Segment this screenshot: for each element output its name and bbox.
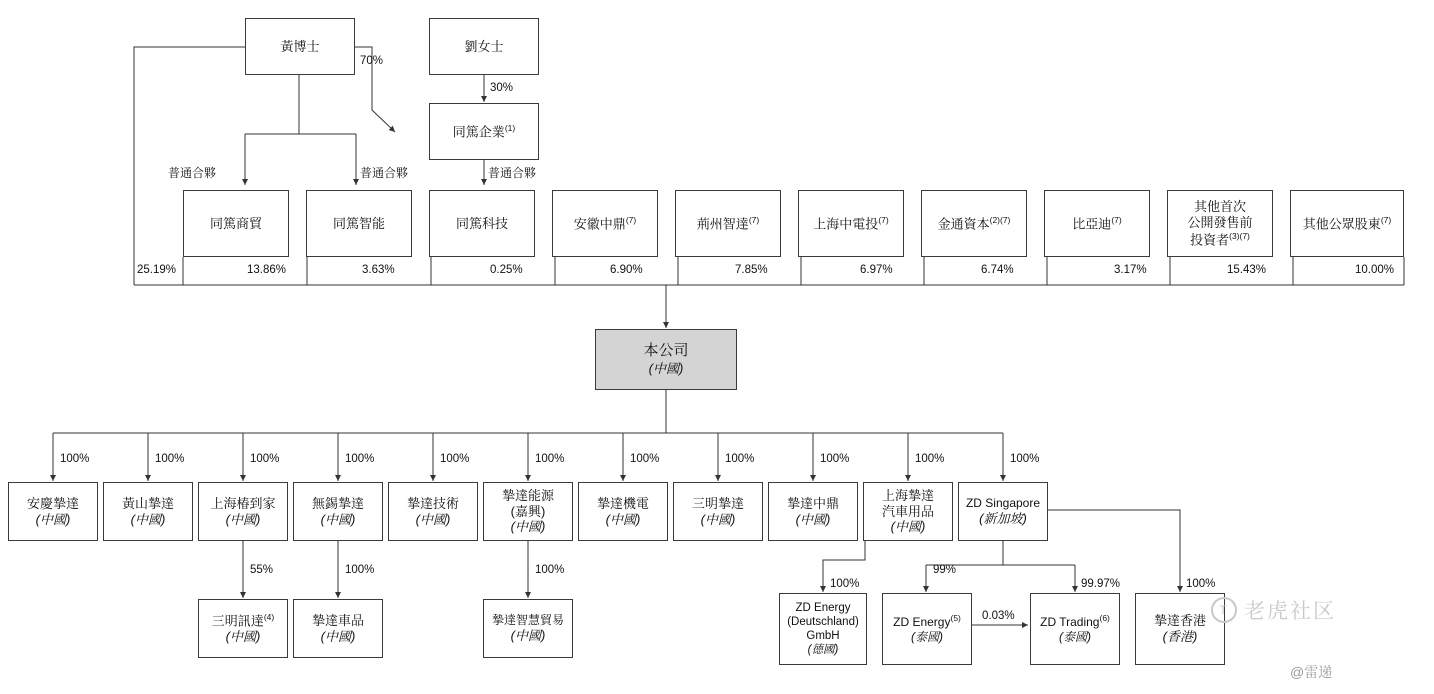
node-huang[interactable] bbox=[245, 18, 355, 75]
pct-tongdu-keji: 3.63% bbox=[362, 264, 395, 276]
node-zhida-hongkong-jurisdiction: (香港) bbox=[1162, 629, 1198, 644]
node-biyadi-label: 比亞迪$^{(7)}$ bbox=[1072, 214, 1122, 232]
node-tongdu-keji[interactable] bbox=[429, 190, 535, 257]
pct-zd-energy-de: 100% bbox=[830, 578, 860, 590]
node-zhida-nengyuan-label2: (嘉興) bbox=[510, 503, 546, 519]
pct-zhida-chepin: 100% bbox=[345, 564, 375, 576]
pct-pre-ipo-3: 3.17% bbox=[1114, 264, 1147, 276]
node-wuxi-zhida-jurisdiction: (中國) bbox=[320, 511, 356, 527]
node-company[interactable] bbox=[595, 329, 737, 390]
pct-huangshan-zhida: 100% bbox=[155, 453, 185, 465]
node-zhida-jidian[interactable] bbox=[578, 482, 668, 541]
node-sanming-zhida[interactable] bbox=[673, 482, 763, 541]
footnote-marker: (1) bbox=[504, 122, 516, 133]
node-other-public[interactable] bbox=[1290, 190, 1404, 257]
node-shanghai-zhongdiantou-label: 上海中電投$^{(7)}$ bbox=[813, 214, 889, 232]
node-zhida-nengyuan[interactable] bbox=[483, 482, 573, 541]
node-shanghai-zhida-qiche-jurisdiction: (中國) bbox=[890, 519, 926, 535]
edge-label-gp-2: 普通合夥 bbox=[360, 166, 409, 180]
edge-label-gp-1: 普通合夥 bbox=[168, 166, 217, 180]
pct-zhida-nengyuan: 100% bbox=[535, 453, 565, 465]
node-zhida-chepin[interactable] bbox=[293, 599, 383, 658]
pct-other-pre-ipo: 15.43% bbox=[1227, 264, 1267, 276]
node-anqing-zhida-jurisdiction: (中國) bbox=[35, 511, 71, 527]
node-other-pre-ipo-line2: 公開發售前 bbox=[1187, 214, 1253, 230]
node-zhida-zhihui-maoyi[interactable] bbox=[483, 599, 573, 658]
pct-wuxi-zhida: 100% bbox=[345, 453, 375, 465]
node-zd-energy-thailand[interactable] bbox=[882, 593, 972, 665]
footnote-marker: (4) bbox=[263, 611, 275, 622]
node-zd-energy-de-jurisdiction: (德國) bbox=[807, 644, 839, 657]
node-zhida-jishu-label: 摯達技術 bbox=[406, 495, 459, 511]
node-jingzhou-zhida-label: 荊州智達$^{(7)}$ bbox=[696, 214, 760, 232]
node-huang-label: 黃博士 bbox=[280, 38, 320, 54]
footnote-marker: (6) bbox=[1099, 613, 1110, 624]
footnote-marker: (3)(7) bbox=[1229, 230, 1250, 241]
node-anhui-zhongding[interactable] bbox=[552, 190, 658, 257]
node-zd-singapore-label: ZD Singapore bbox=[965, 496, 1041, 511]
node-anqing-zhida[interactable] bbox=[8, 482, 98, 541]
pct-zd-energy-th: 99% bbox=[933, 564, 957, 576]
node-zhida-zhihui-maoyi-label: 摯達智慧貿易 bbox=[491, 613, 564, 628]
watermark-badge: T bbox=[1211, 597, 1237, 623]
node-biyadi[interactable] bbox=[1044, 190, 1150, 257]
node-tongdu-zhineng-label: 同篤智能 bbox=[332, 215, 385, 231]
node-zd-trading-jurisdiction: (泰國) bbox=[1059, 630, 1091, 644]
node-shanghai-chundaojia-jurisdiction: (中國) bbox=[225, 511, 261, 527]
node-zhida-chepin-jurisdiction: (中國) bbox=[320, 628, 356, 644]
pct-zhida-zhongding: 100% bbox=[820, 453, 850, 465]
footnote-marker: (7) bbox=[878, 214, 889, 225]
node-shanghai-chundaojia[interactable] bbox=[198, 482, 288, 541]
node-other-pre-ipo-line3: 投資者$^{(3)(7)}$ bbox=[1190, 230, 1250, 248]
node-shanghai-zhida-qiche-label: 上海摯達 bbox=[881, 487, 934, 503]
watermark-handle: @雷递 bbox=[1290, 664, 1333, 680]
node-zd-singapore-jurisdiction: (新加坡) bbox=[979, 510, 1027, 526]
node-zhida-nengyuan-label: 摯達能源 bbox=[501, 487, 554, 503]
pct-shanghai-zhongdiantou: 7.85% bbox=[735, 264, 768, 276]
node-liu[interactable] bbox=[429, 18, 539, 75]
node-wuxi-zhida[interactable] bbox=[293, 482, 383, 541]
pct-other-public: 10.00% bbox=[1355, 264, 1395, 276]
node-sanming-xunda[interactable] bbox=[198, 599, 288, 658]
pct-tongdu-shangmao: 25.19% bbox=[137, 264, 177, 276]
pct-sanming-xunda: 55% bbox=[250, 564, 274, 576]
node-tongdu-keji-label: 同篤科技 bbox=[455, 215, 508, 231]
pct-anqing-zhida: 100% bbox=[60, 453, 90, 465]
pct-zd-trading-minor: 0.03% bbox=[982, 610, 1015, 622]
pct-shanghai-chundaojia: 100% bbox=[250, 453, 280, 465]
node-zd-singapore[interactable] bbox=[958, 482, 1048, 541]
node-jintong-ziben[interactable] bbox=[921, 190, 1027, 257]
node-zhida-hongkong-label: 摯達香港 bbox=[1153, 613, 1206, 629]
footnote-marker: (7) bbox=[625, 214, 637, 225]
node-zd-energy-th-jurisdiction: (泰國) bbox=[911, 630, 943, 644]
node-zd-energy-deutschland[interactable] bbox=[779, 593, 867, 665]
node-zhida-jishu[interactable] bbox=[388, 482, 478, 541]
footnote-marker: (5) bbox=[950, 613, 961, 624]
watermark-logo bbox=[1211, 595, 1336, 625]
node-huangshan-zhida-jurisdiction: (中國) bbox=[130, 511, 166, 527]
pct-shanghai-zhida-qiche: 100% bbox=[915, 453, 945, 465]
node-zhida-chepin-label: 摯達車品 bbox=[311, 612, 364, 628]
node-tongdu-qiye-label: 同篤企業$^{(1)}$ bbox=[452, 122, 516, 140]
node-zd-energy-de-line2: (Deutschland) bbox=[787, 615, 859, 628]
node-shanghai-zhida-qiche-label2: 汽車用品 bbox=[881, 503, 934, 519]
node-zd-energy-de-line1: ZD Energy bbox=[795, 601, 851, 614]
node-zhida-jishu-jurisdiction: (中國) bbox=[415, 511, 451, 527]
node-sanming-zhida-jurisdiction: (中國) bbox=[700, 511, 736, 527]
pct-sanming-zhida: 100% bbox=[725, 453, 755, 465]
node-shanghai-zhongdiantou[interactable] bbox=[798, 190, 904, 257]
node-other-pre-ipo-line1: 其他首次 bbox=[1193, 199, 1246, 215]
pct-tongdu-zhineng: 13.86% bbox=[247, 264, 287, 276]
node-other-public-label: 其他公眾股東$^{(7)}$ bbox=[1302, 214, 1392, 232]
pct-zd-singapore: 100% bbox=[1010, 453, 1040, 465]
node-wuxi-zhida-label: 無錫摯達 bbox=[311, 495, 364, 511]
pct-zhida-zhihui-maoyi: 100% bbox=[535, 564, 565, 576]
pct-jintong-ziben: 6.97% bbox=[860, 264, 893, 276]
watermark-text: 老虎社区 bbox=[1244, 600, 1336, 623]
node-huangshan-zhida-label: 黃山摯達 bbox=[121, 495, 174, 511]
node-tongdu-qiye[interactable] bbox=[429, 103, 539, 160]
node-company-jurisdiction: (中國) bbox=[648, 360, 684, 376]
node-liu-label: 劉女士 bbox=[464, 38, 504, 54]
node-sanming-zhida-label: 三明摯達 bbox=[691, 495, 744, 511]
pct-zhida-jidian: 100% bbox=[630, 453, 660, 465]
footnote-marker: (7) bbox=[1380, 214, 1392, 225]
pct-zhida-hongkong: 100% bbox=[1186, 578, 1216, 590]
node-huangshan-zhida[interactable] bbox=[103, 482, 193, 541]
node-zhida-zhongding[interactable] bbox=[768, 482, 858, 541]
node-anhui-zhongding-label: 安徽中鼎$^{(7)}$ bbox=[573, 214, 637, 232]
footnote-marker: (2)(7) bbox=[989, 214, 1011, 225]
node-company-label: 本公司 bbox=[643, 342, 689, 360]
edge-label-gp-3: 普通合夥 bbox=[488, 166, 537, 180]
node-zhida-zhongding-jurisdiction: (中國) bbox=[795, 511, 831, 527]
node-zd-energy-th-label: ZD Energy$^{(5)}$ bbox=[893, 613, 961, 630]
node-zd-trading-label: ZD Trading$^{(6)}$ bbox=[1040, 613, 1110, 630]
pct-zhida-jishu: 100% bbox=[440, 453, 470, 465]
pct-zd-trading: 99.97% bbox=[1081, 578, 1121, 590]
pct-anhui-zhongding: 0.25% bbox=[490, 264, 523, 276]
node-sanming-xunda-jurisdiction: (中國) bbox=[225, 629, 261, 645]
footnote-marker: (7) bbox=[748, 214, 760, 225]
node-shanghai-zhida-qiche[interactable] bbox=[863, 482, 953, 541]
node-tongdu-zhineng[interactable] bbox=[306, 190, 412, 257]
node-sanming-xunda-label: 三明訊達$^{(4)}$ bbox=[211, 611, 275, 629]
node-zd-energy-de-line3: GmbH bbox=[806, 630, 840, 642]
node-zd-trading-thailand[interactable] bbox=[1030, 593, 1120, 665]
edge-label-huang-70: 70% bbox=[360, 55, 384, 67]
pct-biyadi: 6.74% bbox=[981, 264, 1014, 276]
node-zhida-zhongding-label: 摯達中鼎 bbox=[786, 495, 839, 511]
node-zhida-zhihui-maoyi-jurisdiction: (中國) bbox=[510, 627, 546, 643]
edge-label-liu-30: 30% bbox=[490, 82, 514, 94]
node-jintong-ziben-label: 金通資本$^{(2)(7)}$ bbox=[937, 214, 1011, 232]
node-zhida-jidian-jurisdiction: (中國) bbox=[605, 511, 641, 527]
node-shanghai-chundaojia-label: 上海椿到家 bbox=[210, 495, 276, 511]
pct-jingzhou-zhida: 6.90% bbox=[610, 264, 643, 276]
node-zhida-jidian-label: 摯達機電 bbox=[596, 495, 649, 511]
node-zhida-nengyuan-jurisdiction: (中國) bbox=[510, 519, 546, 535]
node-jingzhou-zhida[interactable] bbox=[675, 190, 781, 257]
footnote-marker: (7) bbox=[1111, 214, 1122, 225]
node-tongdu-shangmao-label: 同篤商貿 bbox=[209, 215, 262, 231]
node-anqing-zhida-label: 安慶摯達 bbox=[26, 495, 79, 511]
node-other-pre-ipo[interactable] bbox=[1167, 190, 1273, 257]
node-tongdu-shangmao[interactable] bbox=[183, 190, 289, 257]
